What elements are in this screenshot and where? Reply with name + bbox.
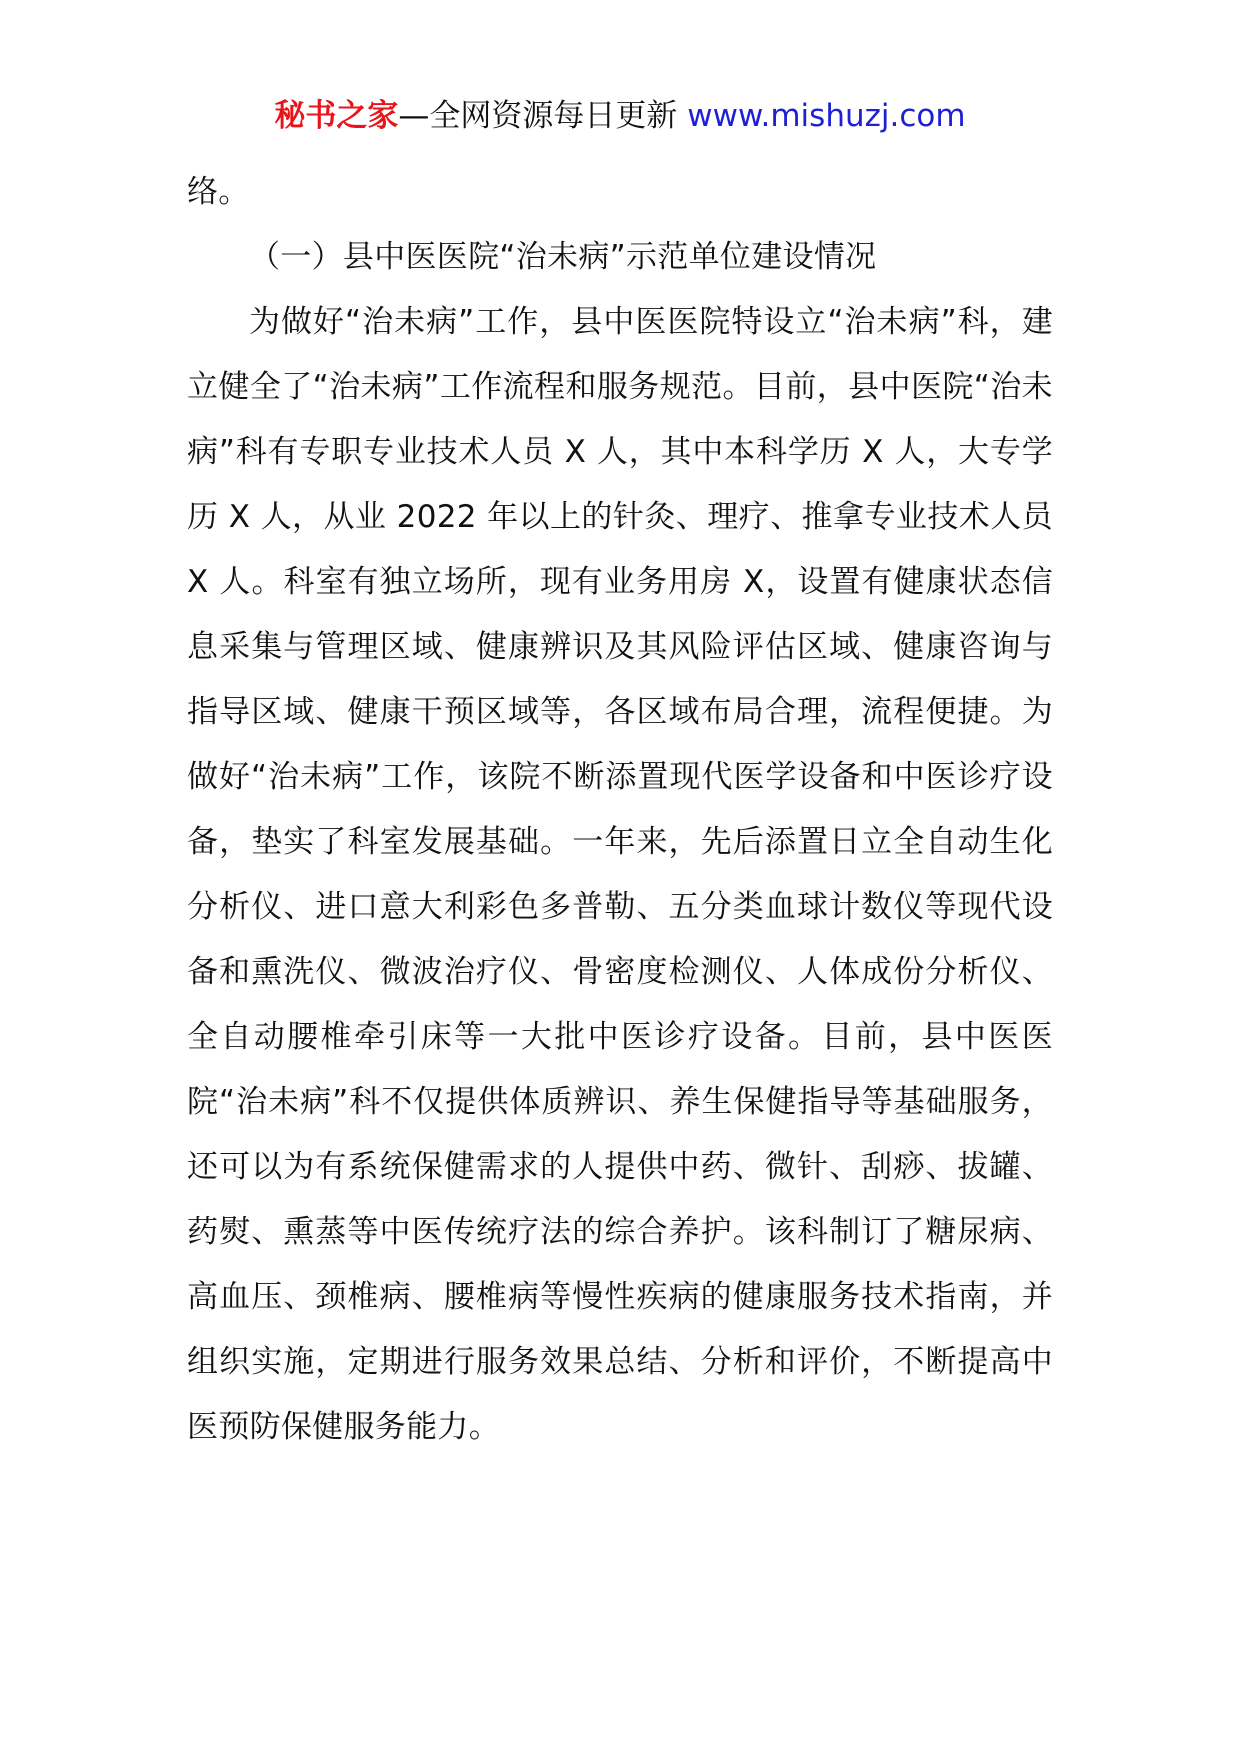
document-body xyxy=(187,160,1053,1460)
body-paragraph: 为做好“治未病”工作，县中医医院特设立“治未病”科，建立健全了“治未病”工作流程和服务规范。目前，县中医院“治未病”科有专职专业技术人员 X 人，其中本科学历 X 人，大专学历 X 人，从业 2022 年以上的针灸、理疗、推拿专业技术人员 X 人。科室有独立场所，现有业务用房 X￼，设置有健康状态信息采集与管理区域、健康辨识及其风险评估区域、健康咨询与指导区域、健康干预区域等，各区域布局合理，流程便捷。为做好“治未病”工作，该院不断添置现代医学设备和中医诊疗设备，垫实了科室发展基础。一年来，先后添置日立全自动生化分析仪、进口意大利彩色多普勒、五分类血球计数仪等现代设备和熏洗仪、微波治疗仪、骨密度检测仪、人体成份分析仪、全自动腰椎牵引床等一大批中医诊疗设备。目前，县中医医院“治未病”科不仅提供体质辨识、养生保健指导等基础服务，还可以为有系统保健需求的人提供中药、微针、刮痧、拔罐、药熨、熏蒸等中医传统疗法的综合养护。该科制订了糖尿病、高血压、颈椎病、腰椎病等慢性疾病的健康服务技术指南，并组织实施，定期进行服务效果总结、分析和评价，不断提高中医预防保健服务能力。 xyxy=(187,304,1053,1445)
continuation-text: 络。 xyxy=(187,174,250,210)
brand-name: 秘书之家 xyxy=(274,98,399,134)
site-header xyxy=(0,96,1240,136)
site-url-link[interactable]: www.mishuzj.com xyxy=(687,98,966,134)
header-tagline: —全网资源每日更新 xyxy=(398,98,688,134)
section-heading: （一）县中医医院“治未病”示范单位建设情况 xyxy=(249,239,877,275)
